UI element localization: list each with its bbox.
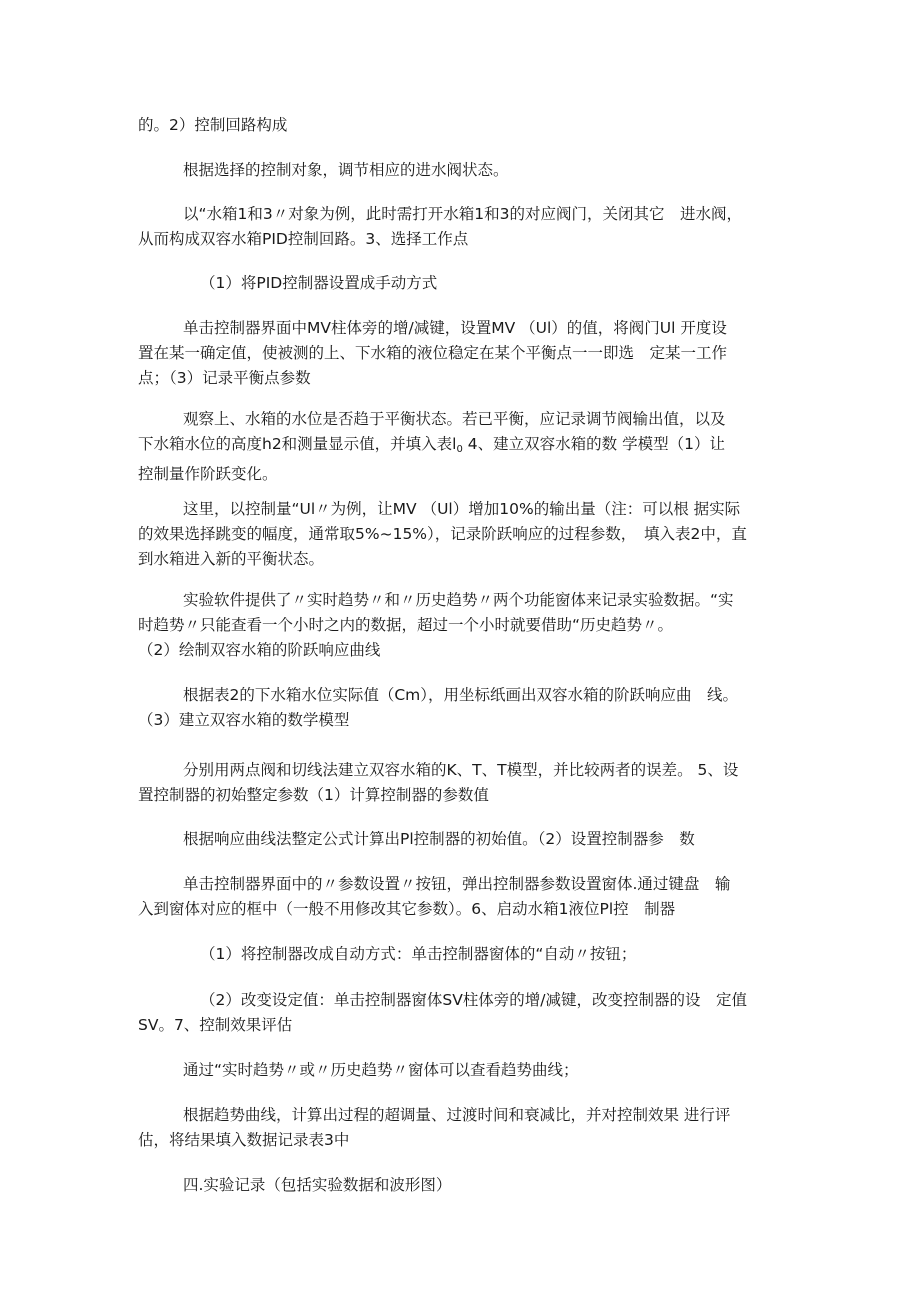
subscript: 0 [456, 444, 463, 455]
text-line: 点；（3）记录平衡点参数 [138, 369, 311, 387]
text-line: 根据响应曲线法整定公式计算出Pl控制器的初始值。（2）设置控制器参 数 [183, 830, 695, 848]
text-line: SV。7、控制效果评估 [138, 1016, 293, 1034]
text-line: （1）将控制器改成自动方式：单击控制器窗体的“自动〃按钮； [200, 945, 637, 963]
section-heading-experiment-record [138, 1173, 784, 1198]
paragraph-evaluate [138, 1103, 784, 1153]
text-line: 置控制器的初始整定参数（1）计算控制器的参数值 [138, 786, 489, 804]
paragraph-auto-mode [138, 942, 784, 967]
text-line: 估，将结果填入数据记录表3中 [138, 1131, 350, 1149]
text-line: 观察上、水箱的水位是否趋于平衡状态。若已平衡，应记录调节阀输出值，以及 [183, 410, 726, 428]
text-line: 以“水箱1和3〃对象为例，此时需打开水箱1和3的对应阀门，关闭其它 进水阀， [183, 205, 742, 223]
paragraph-set-mv [138, 316, 784, 391]
paragraph-draw-curve [138, 683, 784, 733]
text-line: 的。2）控制回路构成 [138, 116, 288, 134]
text-line [138, 432, 784, 462]
text-line: 这里，以控制量“Ul〃为例，让MV （Ul）增加10%的输出量（注：可以根 据实际 [183, 500, 741, 518]
paragraph-tank-example [138, 202, 784, 252]
text-line: 分别用两点阀和切线法建立双容水箱的K、T、T模型，并比较两者的误差。 5、设 [183, 761, 739, 779]
text-line: 的效果选择跳变的幅度，通常取5%~15%），记录阶跃响应的过程参数， 填入表2中，直 [138, 525, 747, 543]
text-line: （1）将PID控制器设置成手动方式 [200, 274, 438, 292]
text-line: 根据表2的下水箱水位实际值（Cm），用坐标纸画出双容水箱的阶跃响应曲 线。 [183, 686, 739, 704]
text-line: 到水箱进入新的平衡状态。 [138, 550, 325, 568]
text-line: 根据选择的控制对象，调节相应的进水阀状态。 [183, 161, 509, 179]
paragraph-trend-windows [138, 588, 784, 663]
text-line: 实验软件提供了〃实时趋势〃和〃历史趋势〃两个功能窗体来记录实验数据。“实 [183, 591, 734, 609]
paragraph-calc-pi [138, 827, 784, 852]
text-line: 单击控制器界面中MV柱体旁的增/减键，设置MV （Ul）的值，将阀门Ul 开度设 [183, 319, 727, 337]
paragraph-change-setpoint [138, 988, 784, 1038]
paragraph-build-model [138, 758, 784, 808]
paragraph-view-trend [138, 1058, 784, 1083]
text-line: 控制量作阶跃变化。 [138, 465, 278, 483]
text-line: 入到窗体对应的框中（一般不用修改其它参数）。6、启动水箱1液位Pl控 制器 [138, 900, 676, 918]
text-segment: 4、建立双容水箱的数 学模型（1）让 [462, 435, 725, 453]
paragraph-control-loop-heading [138, 113, 784, 138]
text-line: （3）建立双容水箱的数学模型 [138, 711, 350, 729]
text-line: 单击控制器界面中的〃参数设置〃按钮，弹出控制器参数设置窗体.通过键盘 输 [183, 875, 731, 893]
paragraph-manual-mode [138, 271, 784, 296]
text-line: 时趋势〃只能查看一个小时之内的数据，超过一个小时就要借助“历史趋势〃。 [138, 616, 674, 634]
text-line: （2）绘制双容水箱的阶跃响应曲线 [138, 641, 381, 659]
text-line: 四.实验记录（包括实验数据和波形图） [183, 1176, 452, 1194]
paragraph-observe-level [138, 407, 784, 487]
paragraph-select-valve [138, 158, 784, 183]
text-line: 置在某一确定值，使被测的上、下水箱的液位稳定在某个平衡点一一即选 定某一工作 [138, 344, 728, 362]
text-line: （2）改变设定值：单击控制器窗体SV柱体旁的增/减键，改变控制器的设 定值 [200, 991, 748, 1009]
paragraph-param-settings [138, 872, 784, 922]
text-line: 从而构成双容水箱PID控制回路。3、选择工作点 [138, 230, 469, 248]
text-line: 通过“实时趋势〃或〃历史趋势〃窗体可以查看趋势曲线； [183, 1061, 579, 1079]
text-line: 根据趋势曲线，计算出过程的超调量、过渡时间和衰减比，并对控制效果 进行评 [183, 1106, 731, 1124]
paragraph-step-change [138, 497, 784, 572]
text-segment: 下水箱水位的高度h2和测量显示值，并填入表l [138, 435, 457, 453]
